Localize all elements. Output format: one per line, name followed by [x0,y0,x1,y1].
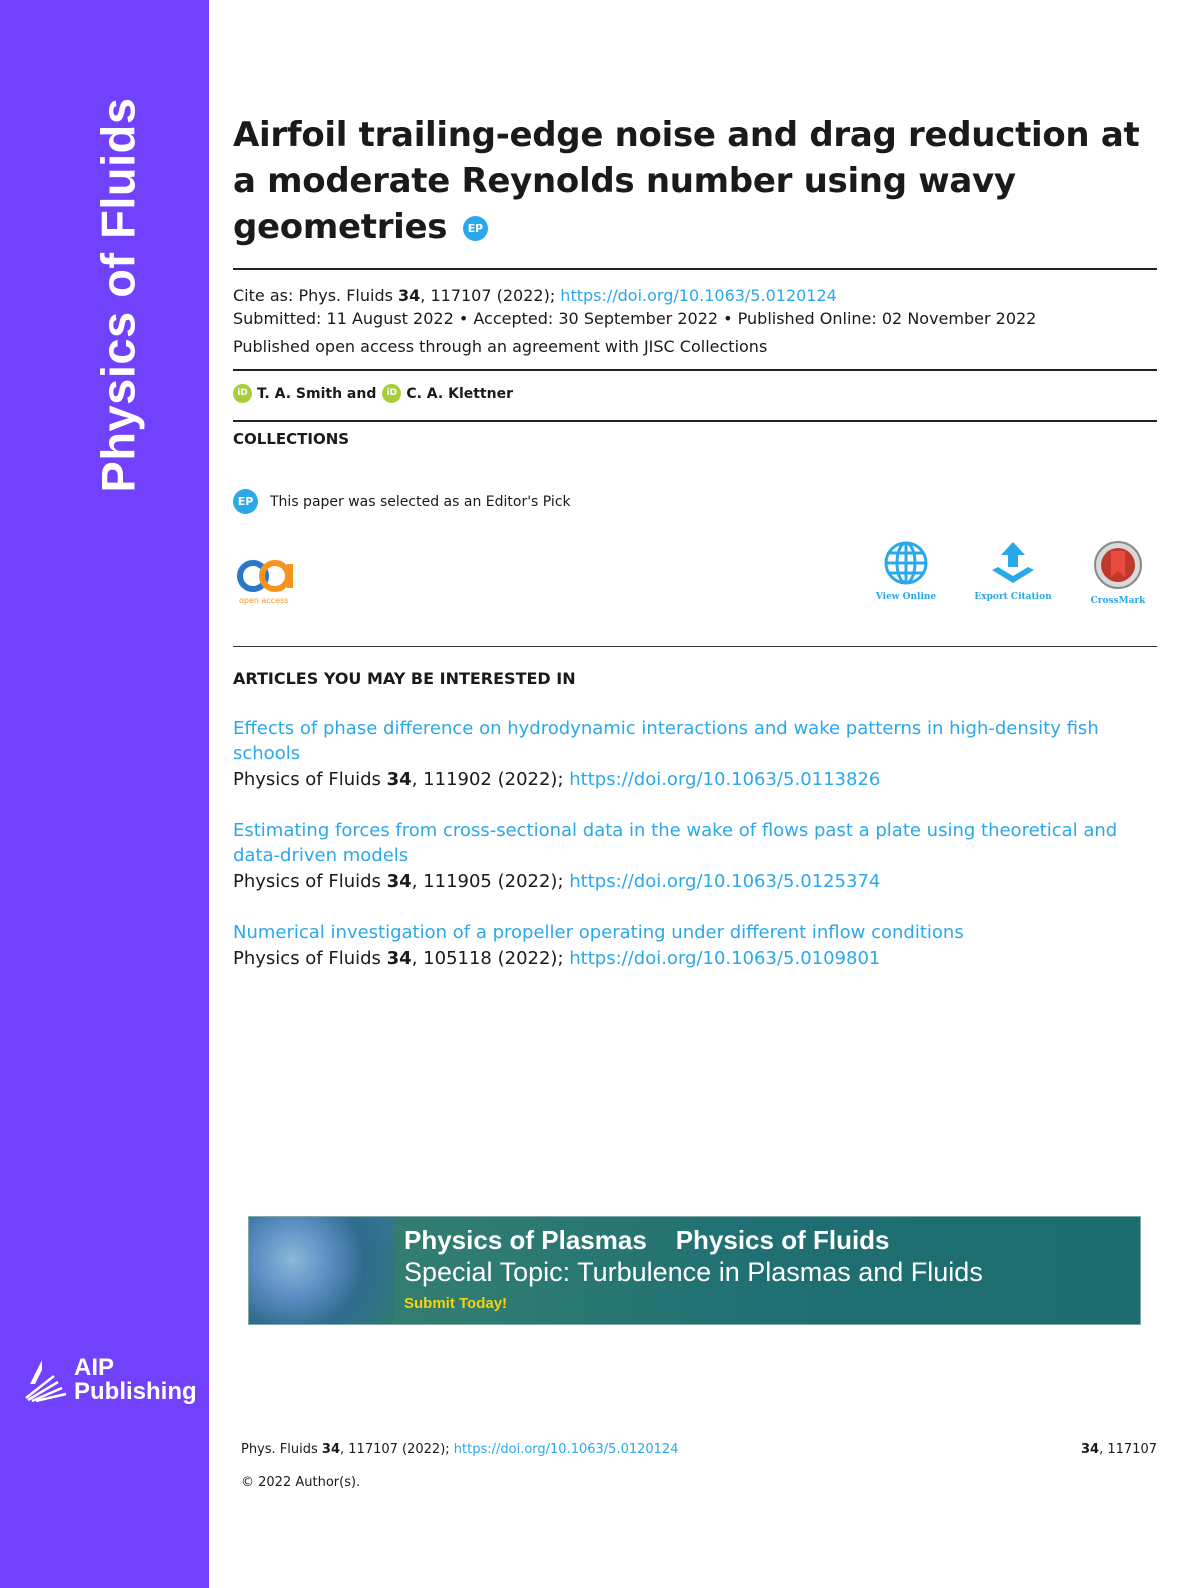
collections-heading: COLLECTIONS [233,430,350,448]
footer-cite-prefix: Phys. Fluids [241,1442,322,1457]
related-article-title[interactable]: Numerical investigation of a propeller operating under different inflow conditions [233,922,964,943]
related-cite-rest: , 105118 (2022); [411,948,570,969]
open-access-icon [235,558,299,594]
related-article [233,920,1157,973]
cite-prefix: Cite as: Phys. Fluids [233,286,399,305]
related-journal: Physics of Fluids [233,871,387,892]
cite-rest: , 117107 (2022); [420,286,561,305]
related-cite-rest: , 111902 (2022); [411,769,570,790]
view-online-button[interactable] [861,540,951,602]
journal-name-vertical: Physics of Fluids [91,97,145,493]
open-access-note: Published open access through an agreement with JISC Collections [233,337,768,356]
related-article [233,818,1157,896]
open-access-logo [235,558,301,605]
divider [233,646,1157,647]
aip-wordmark-line2: Publishing [74,1378,197,1405]
author-name[interactable]: C. A. Klettner [406,385,513,402]
author-list [233,384,513,403]
globe-icon [883,540,929,586]
related-journal: Physics of Fluids [233,769,387,790]
related-journal: Physics of Fluids [233,948,387,969]
related-volume: 34 [386,769,412,790]
doi-link[interactable]: https://doi.org/10.1063/5.0120124 [560,286,837,305]
open-access-label: open access [239,596,289,605]
related-articles-heading: ARTICLES YOU MAY BE INTERESTED IN [233,669,576,688]
copyright-notice: © 2022 Author(s). [241,1475,361,1490]
related-doi-link[interactable]: https://doi.org/10.1063/5.0125374 [569,871,881,892]
banner-topic: Special Topic: Turbulence in Plasmas and Fluids [404,1257,983,1287]
related-article [233,716,1157,794]
related-doi-link[interactable]: https://doi.org/10.1063/5.0113826 [569,769,881,790]
special-topic-banner[interactable] [248,1216,1141,1325]
publication-dates: Submitted: 11 August 2022 • Accepted: 30 September 2022 • Published Online: 02 November 2022 [233,309,1037,328]
footer-page-volume: 34 [1081,1442,1100,1457]
related-article-title[interactable]: Estimating forces from cross-sectional data in the wake of flows past a plate using theoretical and data-driven models [233,820,1118,866]
aip-publishing-logo[interactable] [24,1356,197,1404]
related-article-citation [233,945,1157,973]
banner-cta[interactable]: Submit Today! [404,1295,508,1312]
export-icon [988,540,1038,586]
related-article-citation [233,766,1157,794]
cite-as-line [233,285,837,307]
view-online-label: View Online [875,592,937,602]
author-name[interactable]: T. A. Smith and [257,385,377,402]
related-cite-rest: , 111905 (2022); [411,871,570,892]
export-citation-label: Export Citation [974,592,1052,602]
footer-cite-rest: , 117107 (2022); [340,1442,454,1457]
turbulence-artwork [249,1217,394,1324]
related-volume: 34 [386,948,412,969]
divider [233,369,1157,371]
cite-volume: 34 [398,286,421,305]
editors-pick-icon[interactable]: EP [233,489,258,514]
related-article-citation [233,868,1157,896]
divider [233,268,1157,270]
orcid-icon[interactable]: iD [233,384,252,403]
article-title-text: Airfoil trailing-edge noise and drag reduction at a moderate Reynolds number using wavy geometries [233,115,1140,247]
crossmark-label: CrossMark [1090,596,1146,606]
editors-pick-icon[interactable]: EP [463,216,488,241]
footer-page-number: , 117107 [1099,1442,1157,1457]
article-title [233,112,1157,250]
editors-pick-note [233,489,571,514]
banner-journals: Physics of Plasmas Physics of Fluids [404,1225,890,1255]
aip-wordmark-line1: AIP [74,1354,115,1381]
related-volume: 34 [386,871,412,892]
footer-doi-link[interactable]: https://doi.org/10.1063/5.0120124 [453,1442,679,1457]
page-footer [241,1442,1157,1457]
crossmark-icon [1093,540,1143,590]
editors-pick-text: This paper was selected as an Editor's Pick [270,493,571,510]
related-article-title[interactable]: Effects of phase difference on hydrodynamic interactions and wake patterns in high-density fish schools [233,718,1099,764]
aip-wordmark [74,1356,197,1404]
related-doi-link[interactable]: https://doi.org/10.1063/5.0109801 [569,948,881,969]
orcid-icon[interactable]: iD [382,384,401,403]
export-citation-button[interactable] [968,540,1058,602]
crossmark-button[interactable] [1073,540,1163,606]
footer-page-id [1081,1442,1157,1457]
journal-sidebar [0,0,209,1588]
aip-logo-icon [24,1358,68,1402]
divider [233,420,1157,422]
footer-volume: 34 [321,1442,341,1457]
